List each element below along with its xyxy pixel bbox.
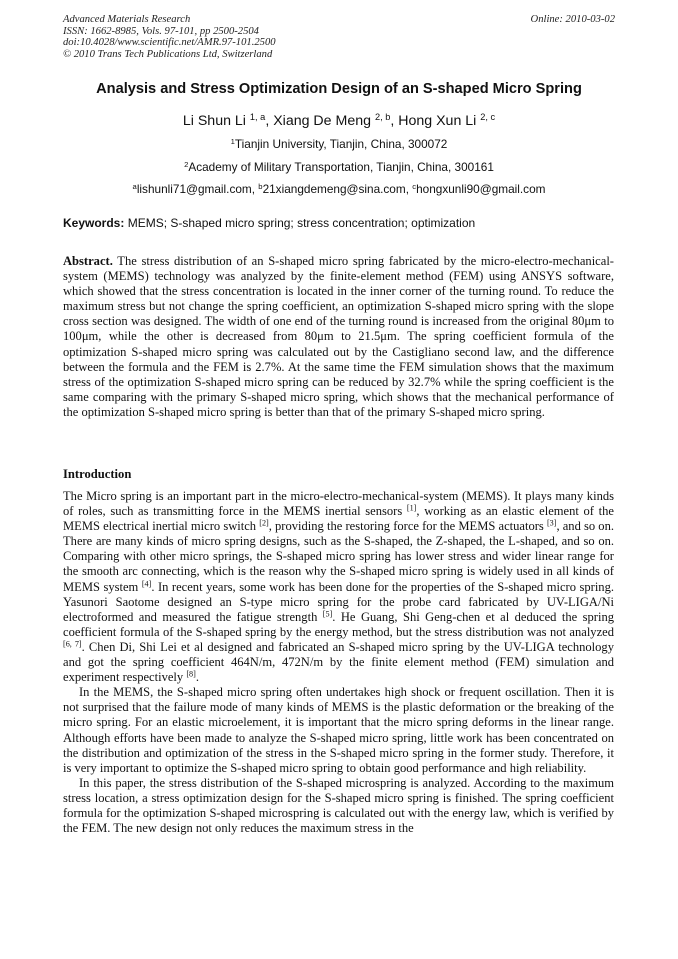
- affiliation-2: [0, 160, 678, 174]
- affil-text: Academy of Military Transportation, Tianjin, China, 300161: [188, 160, 494, 174]
- keywords-text: MEMS; S-shaped micro spring; stress concentration; optimization: [127, 216, 476, 230]
- author-affil-mark: 1, a: [249, 111, 266, 122]
- author-name: Xiang De Meng: [273, 113, 371, 129]
- affil-text: Tianjin University, Tianjin, China, 300072: [234, 137, 448, 151]
- copyright-line: © 2010 Trans Tech Publications Ltd, Switzerland: [63, 48, 273, 60]
- email-mark: a: [132, 181, 137, 191]
- email-address[interactable]: lishunli71@gmail.com: [136, 182, 252, 196]
- abstract-text: The stress distribution of an S-shaped micro spring fabricated by the micro-electro-mechanical-system (MEMS) technology was analyzed by the finite-element method (FEM) using ANSYS software, which showed that the stress concentration is located in the inner corner of the turning round. To reduce the maximum stress but not change the spring coefficient, an optimization S-shaped micro spring with the slope cross section was designed. The width of one end of the turning round is increased from the original 80μm to 100μm, while the other is decreased from 80μm to 21.5μm. The spring coefficient formula of the optimization S-shaped micro spring was calculated out by the Castigliano second law, and the difference between the formula and the FEM is 2.7%. At the same time the FEM simulation shows that the maximum stress of the optimization S-shaped micro spring can be reduced by 32.7% while the spring coefficient is the same comparing with the primary S-shaped micro spring, which shows that the mechanical performance of the optimization S-shaped micro spring is better than that of the primary S-shaped micro spring.: [63, 254, 614, 419]
- email-address[interactable]: hongxunli90@gmail.com: [416, 182, 546, 196]
- author-affil-mark: 2, c: [480, 111, 496, 122]
- affil-mark: 1: [230, 136, 235, 146]
- citation[interactable]: [6, 7]: [63, 639, 82, 649]
- issn-line: ISSN: 1662-8985, Vols. 97-101, pp 2500-2504: [63, 25, 259, 37]
- affiliation-1: [0, 137, 678, 151]
- author-list: Li Shun Li $^{1, a}$, Xiang De Meng $^{2, b}$, Hong Xun Li $^{2, c}$: [182, 111, 496, 129]
- citation[interactable]: [8]: [186, 669, 196, 679]
- paragraph: In this paper, the stress distribution of the S-shaped microspring is analyzed. According to the maximum stress location, a stress optimization design for the S-shaped micro spring is finished. The spring coefficient formula for the optimization S-shaped microspring is calculated out with the energy law, which is verified by the FEM. The new design not only reduces the maximum stress in the: [63, 775, 614, 836]
- affil-mark: 2: [184, 159, 189, 169]
- keywords-label: Keywords:: [63, 216, 125, 230]
- citation[interactable]: [5]: [322, 609, 333, 619]
- introduction-body: [63, 489, 614, 836]
- citation[interactable]: [4]: [141, 579, 152, 589]
- doi-line: doi:10.4028/www.scientific.net/AMR.97-101.2500: [63, 37, 276, 49]
- author-name: Hong Xun Li: [398, 113, 477, 129]
- paragraph: The Micro spring is an important part in the micro-electro-mechanical-system (MEMS). It plays many kinds of roles, such as transmitting force in the MEMS inertial sensors [1], working as an elastic element of the MEMS electrical inertial micro switch [2], providing the restoring force for the MEMS actuators [3], and so on. There are many kinds of micro spring designs, such as the S-shaped, the Z-shaped, the L-shaped, and so on. Comparing with other micro springs, the S-shaped micro spring has lower stress and wider linear range for the smooth arc connecting, which is the reason why the S-shaped micro spring is widely used in all kinds of MEMS system [4]. In recent years, some work has been done for the properties of the S-shaped micro spring. Yasunori Saotome designed an S-type micro spring for the probe card fabricated by UV-LIGA/Ni electroformed and measured the fatigue strength [5]. He Guang, Shi Geng-chen et al deduced the spring coefficient formula of the S-shaped spring by the energy method, but the stress distribution was not analyzed [6, 7]. Chen Di, Shi Lei et al designed and fabricated an S-shaped micro spring by the UV-LIGA technology and got the spring coefficient 464N/m, 472N/m by the finite element method (FEM) simulation and experiment respectively [8].: [63, 489, 615, 685]
- paper-title: Analysis and Stress Optimization Design of an S-shaped Micro Spring: [96, 81, 582, 97]
- abstract-label: Abstract.: [63, 254, 113, 268]
- online-date: Online: 2010-03-02: [530, 14, 615, 25]
- email-list: $^a$lishunli71@gmail.com, $^b$21xiangdemeng@sina.com, $^c$hongxunli90@gmail.com: [132, 181, 546, 196]
- keywords: [63, 216, 475, 230]
- author-affil-mark: 2, b: [374, 111, 391, 122]
- section-heading-introduction: Introduction: [63, 467, 132, 481]
- email-address[interactable]: 21xiangdemeng@sina.com: [262, 182, 406, 196]
- citation[interactable]: [1]: [406, 503, 417, 513]
- email-mark: b: [258, 181, 263, 191]
- email-mark: c: [412, 181, 417, 191]
- journal-header: [63, 14, 276, 60]
- paragraph: In the MEMS, the S-shaped micro spring often undertakes high shock or frequent oscillation. Then it is not surprised that the failure mode of many kinds of MEMS is the plastic deformation or the breaking of the micro spring. For an elastic microelement, it is important that the micro spring deforms in the linear range. Although efforts have been made to analyze the S-shaped micro spring, little work has been concentrated on the distribution and optimization of the stress in the S-shaped micro spring in the former study. Therefore, it is very important to optimize the S-shaped micro spring to obtain good performance and high reliability.: [63, 685, 614, 775]
- citation[interactable]: [3]: [546, 518, 557, 528]
- author-name: Li Shun Li: [182, 113, 246, 129]
- journal-name: Advanced Materials Research: [63, 14, 191, 25]
- citation[interactable]: [2]: [259, 518, 269, 528]
- abstract: [63, 254, 614, 420]
